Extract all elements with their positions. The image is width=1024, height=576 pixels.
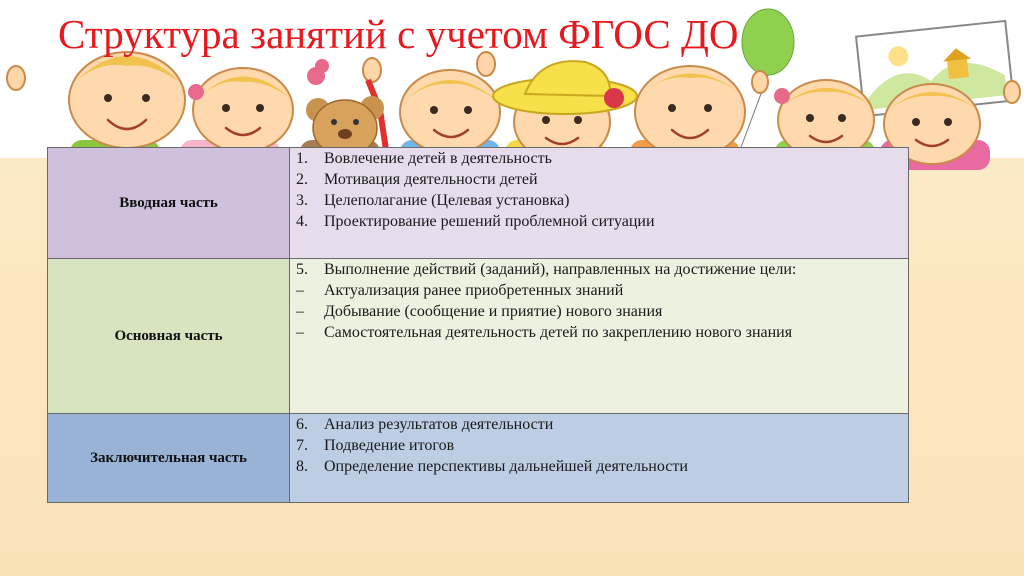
list-item [290,169,908,190]
list-marker: 4. [296,213,308,230]
list-item [290,435,908,456]
list-item [290,190,908,211]
list-marker: 5. [296,261,308,278]
list-item [290,456,908,477]
list-item [290,414,908,435]
section-items [290,414,909,503]
list-item [290,301,908,322]
section-label: Основная часть [48,259,290,414]
list-marker: – [296,324,304,341]
list-text: Анализ результатов деятельности [324,416,554,433]
list-item [290,148,908,169]
section-label: Заключительная часть [48,414,290,503]
table-row [48,148,909,259]
list-text: Целеполагание (Целевая установка) [324,192,570,209]
list-marker: 6. [296,416,308,433]
section-items [290,259,909,414]
list-text: Проектирование решений проблемной ситуации [324,213,655,230]
list-text: Вовлечение детей в деятельность [324,150,552,167]
table-row [48,414,909,503]
list-text: Мотивация деятельности детей [324,171,538,188]
list-marker: 3. [296,192,308,209]
lesson-structure-table [47,147,909,503]
list-marker: 8. [296,458,308,475]
list-marker: – [296,282,304,299]
list-text: Самостоятельная деятельность детей по закреплению нового знания [324,324,793,341]
list-text: Актуализация ранее приобретенных знаний [324,282,624,299]
list-item [290,211,908,232]
list-item [290,322,908,343]
list-text: Выполнение действий (заданий), направленных на достижение цели: [324,261,797,278]
list-marker: 7. [296,437,308,454]
list-text: Определение перспективы дальнейшей деятельности [324,458,688,475]
list-marker: 1. [296,150,308,167]
section-items [290,148,909,259]
list-item [290,259,908,280]
list-marker: – [296,303,304,320]
section-label: Вводная часть [48,148,290,259]
list-marker: 2. [296,171,308,188]
list-text: Добывание (сообщение и приятие) нового знания [324,303,663,320]
table-row [48,259,909,414]
slide-title: Структура занятий с учетом ФГОС ДО [58,11,739,57]
list-item [290,280,908,301]
list-text: Подведение итогов [324,437,455,454]
